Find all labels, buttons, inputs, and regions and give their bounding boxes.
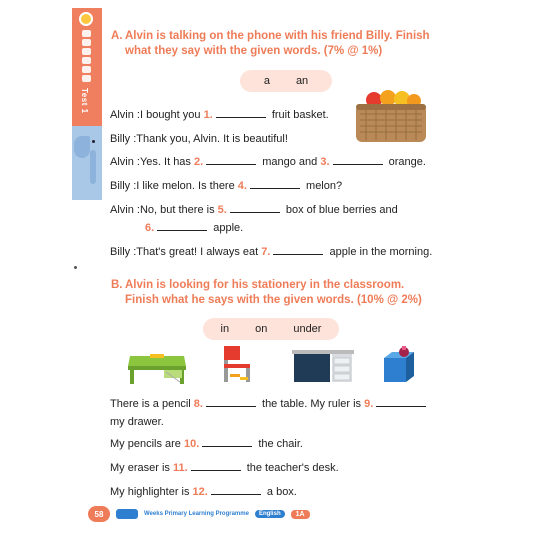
section-a-heading: A. Alvin is talking on the phone with his friend Billy. Finish what they say with the given words. (7% @ 1%)	[111, 30, 430, 57]
word-bank-b	[203, 318, 339, 340]
sentence-line: my drawer.	[110, 416, 164, 428]
sentence-line: My highlighter is 12. a box.	[110, 486, 297, 498]
fruit-basket-icon	[352, 88, 430, 144]
answer-blank[interactable]	[273, 245, 323, 255]
word-bank-item: in	[220, 323, 230, 335]
desk-icon	[126, 348, 188, 384]
word-bank-item: under	[293, 323, 322, 335]
level-tag: 1A	[291, 510, 310, 519]
side-strip-deco	[78, 30, 94, 86]
page-mark	[74, 266, 77, 269]
page-footer	[88, 506, 310, 522]
side-strip-label: Test 1	[80, 88, 89, 114]
answer-blank[interactable]	[376, 397, 426, 407]
answer-blank[interactable]	[206, 397, 256, 407]
series-logo-icon	[116, 509, 138, 519]
answer-blank[interactable]	[333, 155, 383, 165]
dialogue-line: Alvin :I bought you 1. fruit basket.	[110, 109, 329, 121]
sentence-line: My pencils are 10. the chair.	[110, 438, 303, 450]
answer-blank[interactable]	[191, 461, 241, 471]
section-b-heading: B. Alvin is looking for his stationery in the classroom. Finish what he says with the given words. (10% @ 2%)	[111, 279, 422, 306]
dialogue-line: 6. apple.	[145, 222, 244, 234]
word-bank-item: on	[255, 323, 268, 335]
box-icon	[380, 346, 422, 384]
answer-blank[interactable]	[250, 179, 300, 189]
answer-blank[interactable]	[230, 203, 280, 213]
answer-blank[interactable]	[211, 485, 261, 495]
lightbulb-icon	[79, 12, 93, 26]
dialogue-line: Billy :Thank you, Alvin. It is beautiful!	[110, 133, 288, 145]
dialogue-line: Billy :I like melon. Is there 4. melon?	[110, 180, 343, 192]
elephant-icon	[72, 126, 102, 200]
word-bank-item: a	[263, 75, 270, 87]
chair-icon	[216, 344, 260, 384]
subject-tag: English	[255, 510, 285, 518]
word-bank-item: an	[295, 75, 309, 87]
page-number: 58	[88, 506, 110, 522]
sentence-line: There is a pencil 8. the table. My ruler is 9.	[110, 397, 429, 411]
dialogue-line: Alvin :No, but there is 5. box of blue berries and	[110, 204, 398, 216]
answer-blank[interactable]	[206, 155, 256, 165]
answer-blank[interactable]	[157, 221, 207, 231]
word-bank-a	[240, 70, 332, 92]
dialogue-line: Billy :That's great! I always eat 7. apple in the morning.	[110, 246, 433, 258]
dialogue-line: Alvin :Yes. It has 2. mango and 3. orange.	[110, 156, 426, 168]
answer-blank[interactable]	[216, 108, 266, 118]
sentence-line: My eraser is 11. the teacher's desk.	[110, 462, 339, 474]
answer-blank[interactable]	[202, 437, 252, 447]
series-name: Weeks Primary Learning Programme	[144, 511, 249, 517]
teacher-desk-icon	[292, 348, 354, 384]
